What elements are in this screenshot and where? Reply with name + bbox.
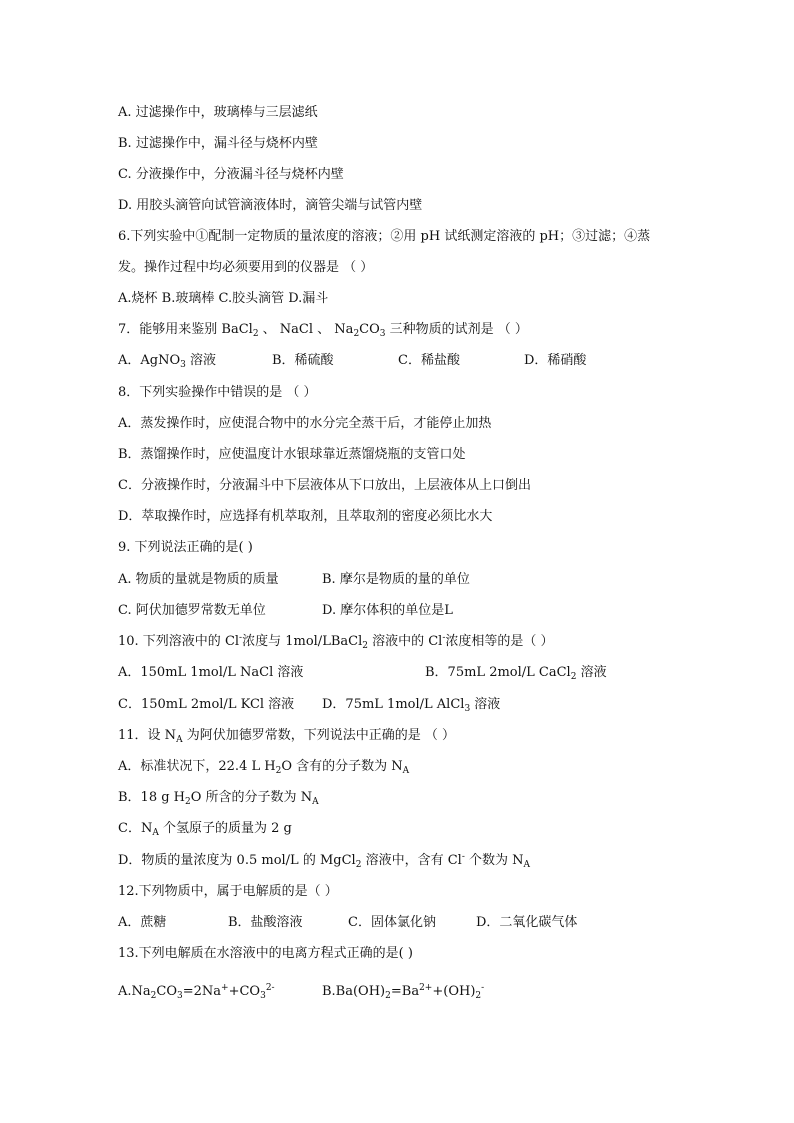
q7-option-a: A．AgNO$_3$ 溶液: [118, 353, 217, 370]
q11-option-c: C．$N_A$ 个氢原子的质量为 2 g: [118, 821, 292, 838]
q9-stem: 9. 下列说法正确的是( ): [118, 540, 253, 555]
q13-option-a: $A.Na_2CO_3=2Na^++CO_3^{2-}$: [118, 983, 275, 1001]
q12-stem: 12.下列物质中，属于电解质的是（ ）: [118, 884, 338, 899]
q10-option-b: B．75mL 2mol/L CaCl$_2$ 溶液: [425, 665, 607, 682]
q9-option-d: D. 摩尔体积的单位是L: [322, 603, 453, 618]
q7-option-d: D．稀硝酸: [524, 353, 587, 368]
q13-stem: 13.下列电解质在水溶液中的电离方程式正确的是( ): [118, 946, 413, 961]
q8-option-d: D．萃取操作时，应选择有机萃取剂，且萃取剂的密度必须比水大: [118, 509, 493, 524]
q9-option-b: B. 摩尔是物质的量的单位: [322, 572, 470, 587]
q11-stem: 11．设 $N_A$ 为阿伏加德罗常数，下列说法中正确的是 （ ）: [118, 728, 455, 745]
q6-options: A.烧杯 B.玻璃棒 C.胶头滴管 D.漏斗: [118, 291, 329, 306]
q7-option-c: C．稀盐酸: [398, 353, 460, 368]
q10-stem: 10. 下列溶液中的 Cl-浓度与 1mol/LBaCl$_2$ 溶液中的 Cl-浓度相等的是（ ）: [118, 633, 554, 651]
q8-option-c: C．分液操作时，分液漏斗中下层液体从下口放出，上层液体从上口倒出: [118, 478, 531, 493]
q12-option-b: B．盐酸溶液: [228, 915, 303, 930]
q12-option-c: C．固体氯化钠: [348, 915, 436, 930]
q10-option-c: C．150mL 2mol/L KCl 溶液: [118, 697, 295, 712]
q7-option-b: B．稀硫酸: [272, 353, 334, 368]
q12-option-a: A．蔗糖: [118, 915, 167, 930]
q10-option-d: D．75mL 1mol/L AlCl$_3$ 溶液: [322, 697, 501, 714]
q7-stem: 7．能够用来鉴别 BaCl$_2$ 、 NaCl 、 $Na_2CO_3$ 三种物质的试剂是 （ ）: [118, 322, 528, 339]
q13-option-b: $B.Ba(OH)_2=Ba^{2+}+(OH)_2^-$: [322, 983, 485, 1001]
q5-option-c: C. 分液操作中，分液漏斗径与烧杯内壁: [118, 167, 344, 182]
q8-option-b: B．蒸馏操作时，应使温度计水银球靠近蒸馏烧瓶的支管口处: [118, 447, 466, 462]
q11-option-b: B．18 g $H_2O$ 所含的分子数为 $N_A$: [118, 790, 319, 807]
q9-option-a: A. 物质的量就是物质的质量: [118, 572, 279, 587]
q5-option-b: B. 过滤操作中，漏斗径与烧杯内壁: [118, 136, 318, 151]
q8-option-a: A．蒸发操作时，应使混合物中的水分完全蒸干后，才能停止加热: [118, 416, 492, 431]
q11-option-d: D．物质的量浓度为 0.5 mol/L 的 MgCl$_2$ 溶液中，含有 Cl- 个数为 $N_A$: [118, 852, 530, 870]
q5-option-a: A. 过滤操作中，玻璃棒与三层滤纸: [118, 105, 318, 120]
q6-stem-line1: 6.下列实验中①配制一定物质的量浓度的溶液；②用 pH 试纸测定溶液的 pH；③过滤；④蒸: [118, 229, 651, 244]
q9-option-c: C. 阿伏加德罗常数无单位: [118, 603, 266, 618]
q11-option-a: A．标准状况下，22.4 L $H_2O$ 含有的分子数为 $N_A$: [118, 759, 410, 776]
q12-option-d: D．二氧化碳气体: [476, 915, 578, 930]
q10-option-a: A．150mL 1mol/L NaCl 溶液: [118, 665, 304, 680]
q5-option-d: D. 用胶头滴管向试管滴液体时，滴管尖端与试管内壁: [118, 198, 423, 213]
q8-stem: 8．下列实验操作中错误的是 （ ）: [118, 385, 317, 400]
q6-stem-line2: 发。操作过程中均必须要用到的仪器是 （ ）: [118, 260, 374, 275]
